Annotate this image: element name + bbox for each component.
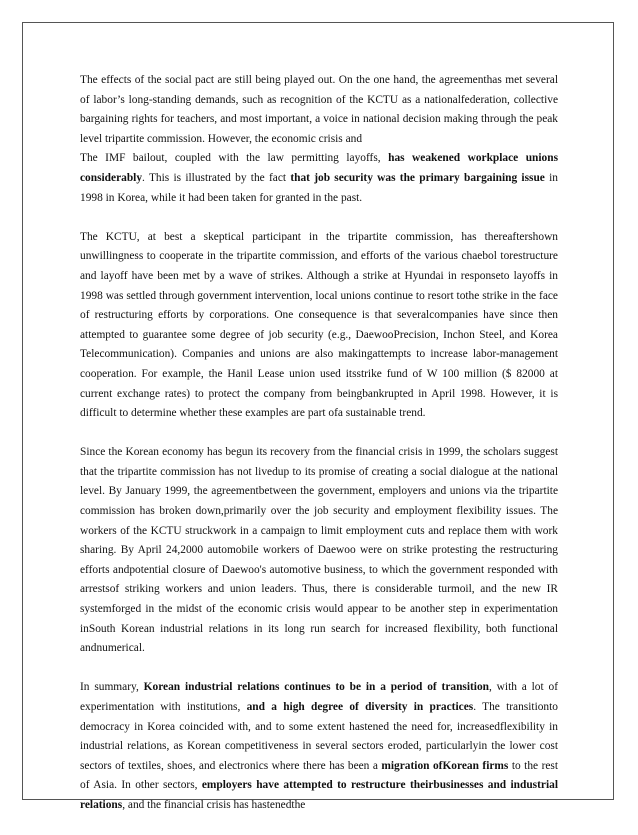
paragraph-social-pact xyxy=(80,71,558,149)
paragraph-text: , and the financial crisis has hastenedthe xyxy=(122,798,306,811)
bold-phrase: has weakened workplace unions considerably xyxy=(80,152,558,184)
paragraph-text: , with a lot of experimentation with institutions, xyxy=(80,681,558,713)
paragraph-text: The IMF bailout, coupled with the law permitting layoffs, xyxy=(80,152,389,165)
paragraph-recovery xyxy=(80,443,558,659)
paragraph-text: in 1998 in Korea, while it had been taken for granted in the past. xyxy=(80,171,558,204)
bold-phrase: and a high degree of diversity in practices xyxy=(246,701,474,713)
paragraph-text: . The transitionto democracy in Korea coincided with, and to some extent hastened the need for, increasedflexibility in industrial relations, as Korean competitiveness in several sectors eroded, particularlyin the lower cost sectors of textiles, shoes, and electronics where there has been a xyxy=(80,701,558,772)
paragraph-summary xyxy=(80,678,558,815)
bold-phrase: Korean industrial relations continues to be in a period of transition xyxy=(143,681,489,694)
bold-phrase: that job security was the primary bargaining issue xyxy=(290,171,545,184)
document-page xyxy=(22,22,614,811)
paragraph-text: In summary, xyxy=(80,681,144,694)
paragraph-imf-bailout xyxy=(80,149,558,208)
paragraph-text: . This is illustrated by the fact xyxy=(142,171,291,184)
bold-phrase: migration ofKorean firms xyxy=(381,759,509,772)
paragraph-text: The effects of the social pact are still being played out. On the one hand, the agreementhas met several of labor’s long-standing demands, such as recognition of the KCTU as a nationalfederation, collective bargaining rights for teachers, and most important, a voice in national decision making through the peak level tripartite commission. However, the economic crisis and xyxy=(80,74,558,145)
paragraph-kctu xyxy=(80,228,558,424)
bold-phrase: employers have attempted to restructure theirbusinesses and industrial relations xyxy=(80,779,558,811)
paragraph-text: Since the Korean economy has begun its recovery from the financial crisis in 1999, the scholars suggest that the tripartite commission has not livedup to its promise of creating a social dialogue at the national level. By January 1999, the agreementbetween the government, employers and unions via the tripartite commission has broken down,primarily over the job security and employment flexibility issues. The workers of the KCTU struckwork in a campaign to limit employment cuts and replace them with work sharing. By April 24,2000 automobile workers of Daewoo were on strike protesting the restructuring efforts andpotential closure of Daewoo's automotive business, to which the government responded with arrestsof striking workers and union leaders. Thus, there is considerable turmoil, and the new IR systemforged in the midst of the economic crisis would appear to be another step in experimentation inSouth Korean industrial relations in its long run search for increased flexibility, both functional andnumerical. xyxy=(80,446,558,655)
paragraph-text: to the rest of Asia. In other sectors, xyxy=(80,759,559,792)
document-body xyxy=(80,71,558,835)
paragraph-text: The KCTU, at best a skeptical participant in the tripartite commission, has thereaftershown unwillingness to cooperate in the tripartite commission, and efforts of the various chaebol torestructure and layoff have been met by a wave of strikes. Although a strike at Hyundai in responseto layoffs in 1998 was settled through government intervention, local unions continue to resort tothe strike in the face of restructuring efforts by corporations. One consequence is that severalcompanies have since then attempted to guarantee some degree of job security (e.g., DaewooPrecision, Inchon Steel, and Korea Telecommunication). Companies and unions are also makingattempts to increase labor-management cooperation. For example, the Hanil Lease union used itsstrike fund of W 100 million ($ 82000 at current exchange rates) to protect the company from beingbankrupted in April 1998. However, it is difficult to determine whether these examples are part ofa sustainable trend. xyxy=(80,230,558,420)
